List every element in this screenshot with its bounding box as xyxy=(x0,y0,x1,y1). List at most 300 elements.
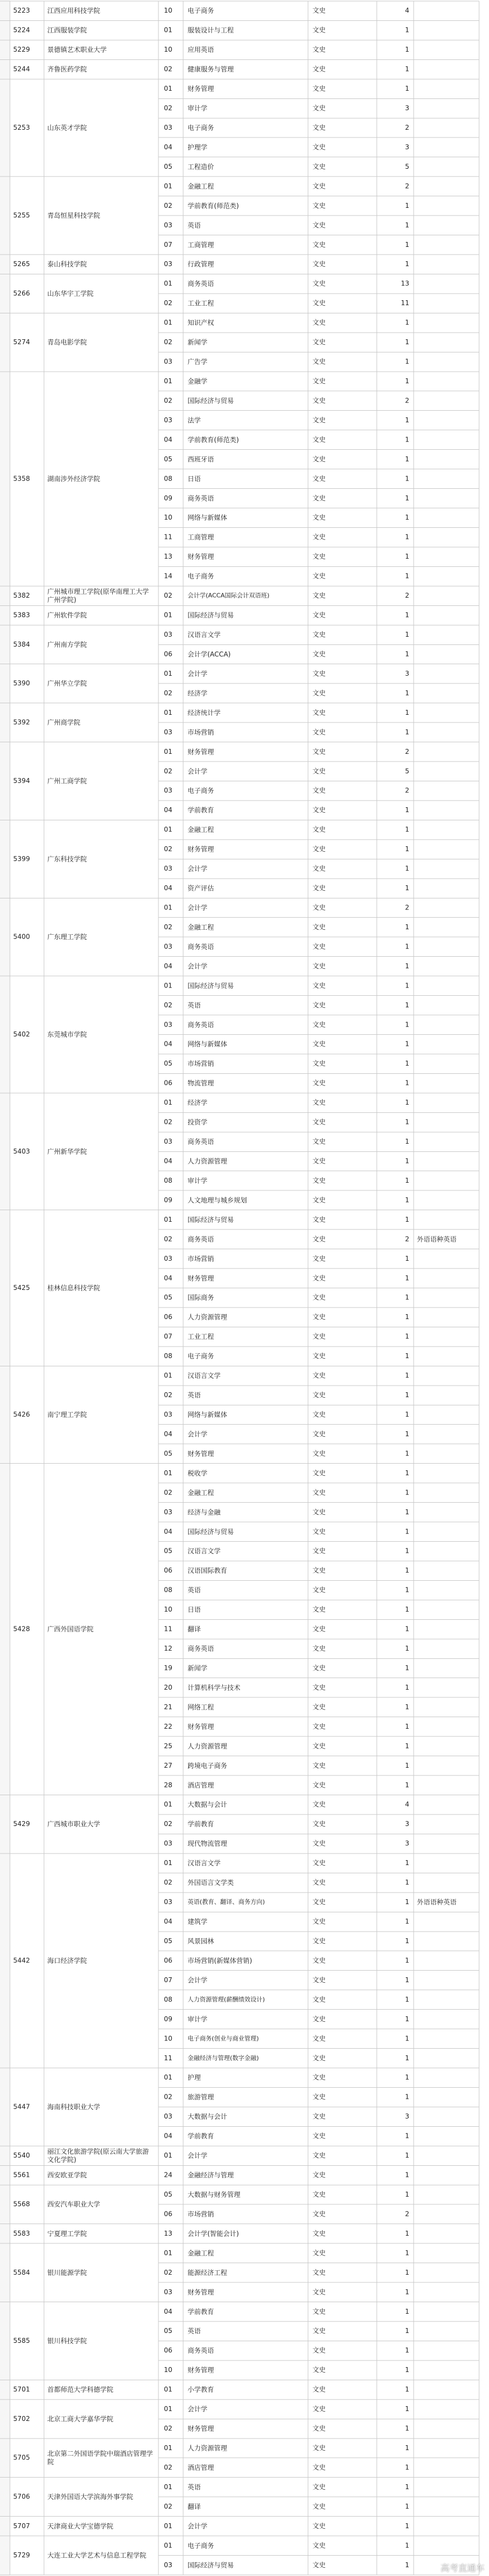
school-code: 5223 xyxy=(13,7,30,15)
row-plan-count: 1 xyxy=(405,318,409,327)
row-major-name: 学前教育 xyxy=(188,806,215,814)
school-name: 宁夏理工学院 xyxy=(47,2229,87,2237)
row-major-name: 商务英语 xyxy=(188,1138,215,1146)
row-major-code: 08 xyxy=(164,1352,173,1360)
row-subject-type: 文史 xyxy=(312,2073,326,2082)
row-major-name: 电子商务 xyxy=(188,786,215,795)
row-plan-count: 1 xyxy=(405,201,409,209)
school-name: 南宁理工学院 xyxy=(47,1410,87,1419)
row-subject-type: 文史 xyxy=(312,1508,326,1516)
row-subject-type: 文史 xyxy=(312,1995,326,2004)
row-plan-count: 1 xyxy=(405,2249,409,2257)
row-subject-type: 文史 xyxy=(312,2093,326,2101)
row-major-name: 知识产权 xyxy=(188,318,215,327)
row-major-code: 04 xyxy=(164,962,173,970)
school-name: 山东英才学院 xyxy=(47,124,87,132)
row-major-code: 01 xyxy=(164,2152,173,2160)
row-plan-count: 1 xyxy=(405,2561,409,2569)
row-subject-type: 文史 xyxy=(312,1235,326,1243)
row-plan-count: 1 xyxy=(405,728,409,736)
row-subject-type: 文史 xyxy=(312,1586,326,1594)
school-name: 天津商业大学宝德学院 xyxy=(47,2522,114,2530)
row-major-name: 市场营销 xyxy=(188,728,215,736)
row-major-name: 会计学 xyxy=(188,903,208,912)
row-plan-count: 2 xyxy=(405,786,409,795)
row-subject-type: 文史 xyxy=(312,1215,326,1223)
row-plan-count: 1 xyxy=(405,494,409,502)
school-code: 5428 xyxy=(13,1625,30,1633)
row-plan-count: 1 xyxy=(405,221,409,229)
row-plan-count: 1 xyxy=(405,1352,409,1360)
row-major-name: 学前教育(师范类) xyxy=(188,435,239,444)
row-plan-count: 1 xyxy=(405,1118,409,1126)
row-plan-count: 1 xyxy=(405,2327,409,2335)
row-major-code: 10 xyxy=(164,2034,173,2043)
row-major-code: 08 xyxy=(164,1995,173,2004)
row-major-name: 物流管理 xyxy=(188,1079,215,1087)
row-remark: 外语语种英语 xyxy=(417,1235,457,1243)
row-major-name: 广告学 xyxy=(188,357,208,366)
row-major-code: 12 xyxy=(164,1645,173,1653)
row-plan-count: 1 xyxy=(405,416,409,424)
row-major-name: 电子商务 xyxy=(188,1352,215,1360)
row-subject-type: 文史 xyxy=(312,2327,326,2335)
school-name: 天津外国语大学滨海外事学院 xyxy=(47,2492,134,2501)
row-major-name: 商务英语 xyxy=(188,1645,215,1653)
row-plan-count: 1 xyxy=(405,631,409,639)
row-plan-count: 1 xyxy=(405,357,409,366)
row-major-code: 04 xyxy=(164,884,173,892)
row-major-name: 英语 xyxy=(188,1001,201,1009)
row-major-code: 10 xyxy=(164,1606,173,1614)
row-plan-count: 1 xyxy=(405,2132,409,2140)
row-major-name: 新闻学 xyxy=(188,1664,208,1672)
row-subject-type: 文史 xyxy=(312,1449,326,1458)
row-major-code: 04 xyxy=(164,435,173,444)
row-plan-count: 2 xyxy=(405,1235,409,1243)
row-subject-type: 文史 xyxy=(312,1371,326,1380)
row-plan-count: 1 xyxy=(405,825,409,834)
row-plan-count: 1 xyxy=(405,611,409,619)
row-subject-type: 文史 xyxy=(312,1625,326,1633)
row-subject-type: 文史 xyxy=(312,494,326,502)
row-major-code: 06 xyxy=(164,1956,173,1965)
row-subject-type: 文史 xyxy=(312,1313,326,1321)
row-major-name: 工业工程 xyxy=(188,1332,215,1341)
row-major-name: 审计学 xyxy=(188,104,208,112)
row-plan-count: 1 xyxy=(405,1859,409,1867)
row-major-code: 04 xyxy=(164,2307,173,2315)
school-name: 广州软件学院 xyxy=(47,611,87,619)
row-subject-type: 文史 xyxy=(312,26,326,34)
row-subject-type: 文史 xyxy=(312,689,326,697)
row-major-name: 经济统计学 xyxy=(188,708,221,716)
row-major-name: 会计学(ACCA国际会计双语班) xyxy=(188,592,270,599)
watermark-logo: 高考直通车 xyxy=(440,2563,485,2573)
row-major-code: 03 xyxy=(164,2112,173,2121)
school-name: 广西城市职业大学 xyxy=(47,1820,101,1828)
row-major-code: 08 xyxy=(164,475,173,483)
row-major-code: 01 xyxy=(164,2443,173,2452)
row-major-code: 05 xyxy=(164,1293,173,1301)
row-major-code: 05 xyxy=(164,1060,173,1068)
row-major-code: 14 xyxy=(164,572,173,580)
row-major-code: 08 xyxy=(164,1586,173,1594)
school-code: 5266 xyxy=(13,289,30,297)
row-plan-count: 1 xyxy=(405,1664,409,1672)
row-plan-count: 1 xyxy=(405,1391,409,1399)
row-major-name: 现代物流管理 xyxy=(188,1839,228,1847)
row-plan-count: 1 xyxy=(405,1449,409,1458)
row-major-name: 英语 xyxy=(188,1391,201,1399)
row-major-code: 22 xyxy=(164,1722,173,1730)
row-subject-type: 文史 xyxy=(312,338,326,346)
row-major-code: 02 xyxy=(164,1391,173,1399)
row-major-code: 03 xyxy=(164,260,173,268)
school-name: 湖南涉外经济学院 xyxy=(47,475,101,483)
row-major-code: 01 xyxy=(164,2249,173,2257)
row-major-name: 金融学 xyxy=(188,377,208,385)
row-subject-type: 文史 xyxy=(312,669,326,677)
row-major-code: 01 xyxy=(164,669,173,677)
row-major-name: 金融经济与管理(数字金融) xyxy=(188,2054,259,2062)
row-subject-type: 文史 xyxy=(312,2210,326,2218)
school-code: 5568 xyxy=(13,2200,30,2208)
row-major-code: 04 xyxy=(164,1430,173,1438)
row-subject-type: 文史 xyxy=(312,611,326,619)
row-subject-type: 文史 xyxy=(312,104,326,112)
school-name: 广州商学院 xyxy=(47,718,81,726)
school-name: 北京第二外国语学院中瑞酒店管理学院 xyxy=(47,2450,153,2466)
row-subject-type: 文史 xyxy=(312,455,326,463)
row-subject-type: 文史 xyxy=(312,201,326,209)
row-major-code: 04 xyxy=(164,1157,173,1165)
row-major-name: 国际经济与贸易 xyxy=(188,1215,234,1223)
row-major-code: 01 xyxy=(164,1800,173,1808)
row-plan-count: 1 xyxy=(405,1176,409,1184)
row-plan-count: 1 xyxy=(405,1099,409,1107)
school-code: 5702 xyxy=(13,2414,30,2423)
row-major-code: 01 xyxy=(164,85,173,93)
row-major-code: 02 xyxy=(164,1001,173,1009)
row-plan-count: 1 xyxy=(405,1683,409,1691)
row-plan-count: 1 xyxy=(405,2307,409,2315)
row-subject-type: 文史 xyxy=(312,923,326,931)
row-major-name: 金融工程 xyxy=(188,923,215,931)
school-name: 西安欧亚学院 xyxy=(47,2171,87,2179)
row-plan-count: 1 xyxy=(405,2522,409,2530)
row-plan-count: 1 xyxy=(405,1917,409,1926)
row-subject-type: 文史 xyxy=(312,143,326,151)
row-major-name: 投资学 xyxy=(188,1118,208,1126)
row-plan-count: 3 xyxy=(405,669,409,677)
row-subject-type: 文史 xyxy=(312,1976,326,1984)
school-name: 广州华立学院 xyxy=(47,679,87,687)
row-major-code: 20 xyxy=(164,1683,173,1691)
row-major-code: 02 xyxy=(164,2424,173,2432)
row-plan-count: 1 xyxy=(405,1761,409,1769)
row-plan-count: 1 xyxy=(405,514,409,522)
row-major-name: 国际商务 xyxy=(188,1293,215,1301)
row-subject-type: 文史 xyxy=(312,2015,326,2023)
row-major-code: 03 xyxy=(164,1138,173,1146)
row-plan-count: 1 xyxy=(405,1040,409,1048)
row-subject-type: 文史 xyxy=(312,1820,326,1828)
school-name: 景德镇艺术职业大学 xyxy=(47,46,107,54)
row-major-name: 会计学 xyxy=(188,1976,208,1984)
row-subject-type: 文史 xyxy=(312,1839,326,1847)
row-major-name: 跨境电子商务 xyxy=(188,1761,228,1769)
row-major-name: 商务英语 xyxy=(188,942,215,951)
row-major-code: 04 xyxy=(164,1274,173,1282)
row-major-code: 02 xyxy=(164,338,173,346)
row-major-name: 小学教育 xyxy=(188,2385,215,2393)
row-subject-type: 文史 xyxy=(312,65,326,73)
row-plan-count: 1 xyxy=(405,1976,409,1984)
school-code: 5561 xyxy=(13,2171,30,2179)
row-major-name: 网络与新媒体 xyxy=(188,1040,228,1048)
row-subject-type: 文史 xyxy=(312,592,326,600)
row-major-code: 03 xyxy=(164,2561,173,2569)
school-code: 5402 xyxy=(13,1030,30,1038)
school-code: 5442 xyxy=(13,1956,30,1965)
row-major-name: 经济学 xyxy=(188,689,208,697)
row-subject-type: 文史 xyxy=(312,1761,326,1769)
school-name: 桂林信息科技学院 xyxy=(47,1284,101,1292)
row-major-code: 06 xyxy=(164,2210,173,2218)
row-subject-type: 文史 xyxy=(312,357,326,366)
row-subject-type: 文史 xyxy=(312,2443,326,2452)
row-major-name: 税收学 xyxy=(188,1469,208,1477)
row-plan-count: 1 xyxy=(405,1781,409,1789)
row-subject-type: 文史 xyxy=(312,1742,326,1750)
left-margin-band xyxy=(0,0,10,2576)
row-major-code: 03 xyxy=(164,631,173,639)
row-plan-count: 1 xyxy=(405,2346,409,2354)
row-plan-count: 1 xyxy=(405,1508,409,1516)
row-major-name: 市场营销 xyxy=(188,2210,215,2218)
school-name: 青岛电影学院 xyxy=(47,338,87,346)
row-subject-type: 文史 xyxy=(312,1040,326,1048)
row-major-code: 01 xyxy=(164,279,173,288)
row-plan-count: 1 xyxy=(405,65,409,73)
row-plan-count: 1 xyxy=(405,689,409,697)
row-subject-type: 文史 xyxy=(312,2385,326,2393)
row-subject-type: 文史 xyxy=(312,1099,326,1107)
school-name: 山东华宇工学院 xyxy=(47,289,94,297)
row-major-name: 汉语言文学 xyxy=(188,1371,221,1380)
school-name: 海南科技职业大学 xyxy=(47,2103,101,2111)
row-subject-type: 文史 xyxy=(312,475,326,483)
row-major-code: 10 xyxy=(164,514,173,522)
school-name: 海口经济学院 xyxy=(47,1956,87,1965)
row-plan-count: 1 xyxy=(405,1060,409,1068)
school-name: 首都师范大学科德学院 xyxy=(47,2385,114,2393)
row-subject-type: 文史 xyxy=(312,2171,326,2179)
row-major-code: 04 xyxy=(164,1917,173,1926)
row-subject-type: 文史 xyxy=(312,2268,326,2276)
row-major-code: 02 xyxy=(164,1820,173,1828)
row-major-name: 会计学 xyxy=(188,2405,208,2413)
row-major-name: 学前教育 xyxy=(188,2307,215,2315)
row-plan-count: 1 xyxy=(405,981,409,990)
row-major-code: 03 xyxy=(164,1898,173,1906)
row-plan-count: 1 xyxy=(405,2541,409,2550)
row-major-code: 05 xyxy=(164,2327,173,2335)
row-major-name: 网络与新媒体 xyxy=(188,514,228,522)
school-name: 广州城市理工学院(原华南理工大学广州学院) xyxy=(47,587,149,604)
row-major-code: 02 xyxy=(164,845,173,853)
row-major-code: 05 xyxy=(164,1449,173,1458)
row-plan-count: 1 xyxy=(405,85,409,93)
row-plan-count: 1 xyxy=(405,2229,409,2237)
school-code: 5224 xyxy=(13,26,30,34)
school-name: 银川能源学院 xyxy=(47,2268,87,2276)
row-plan-count: 1 xyxy=(405,553,409,561)
row-plan-count: 1 xyxy=(405,2502,409,2511)
row-major-name: 大数据与会计 xyxy=(188,1800,228,1808)
row-major-name: 西班牙语 xyxy=(188,455,215,463)
row-major-name: 大数据与会计 xyxy=(188,2112,228,2121)
row-plan-count: 1 xyxy=(405,2288,409,2296)
row-plan-count: 2 xyxy=(405,903,409,912)
row-plan-count: 2 xyxy=(405,592,409,600)
row-major-code: 28 xyxy=(164,1781,173,1789)
row-plan-count: 1 xyxy=(405,1469,409,1477)
row-major-code: 02 xyxy=(164,767,173,775)
row-major-name: 人力资源管理 xyxy=(188,1742,228,1750)
row-major-name: 会计学 xyxy=(188,864,208,873)
row-plan-count: 1 xyxy=(405,1001,409,1009)
school-name: 北京工商大学嘉华学院 xyxy=(47,2414,114,2423)
school-name: 大连工业大学艺术与信息工程学院 xyxy=(47,2551,147,2560)
row-plan-count: 1 xyxy=(405,1157,409,1165)
row-subject-type: 文史 xyxy=(312,1917,326,1926)
school-code: 5244 xyxy=(13,65,30,73)
school-name: 江西应用科技学院 xyxy=(47,7,101,15)
row-subject-type: 文史 xyxy=(312,728,326,736)
school-code: 5403 xyxy=(13,1147,30,1155)
row-plan-count: 1 xyxy=(405,1722,409,1730)
row-major-code: 02 xyxy=(164,396,173,405)
row-major-code: 02 xyxy=(164,201,173,209)
row-major-name: 商务英语 xyxy=(188,494,215,502)
row-major-name: 风景园林 xyxy=(188,1937,215,1945)
row-major-name: 汉语国际教育 xyxy=(188,1566,228,1575)
row-plan-count: 1 xyxy=(405,864,409,873)
row-plan-count: 1 xyxy=(405,475,409,483)
row-major-name: 人力资源管理 xyxy=(188,1157,228,1165)
school-name: 丽江文化旅游学院(原云南大学旅游文化学院) xyxy=(47,2147,149,2164)
row-major-code: 03 xyxy=(164,2288,173,2296)
row-major-code: 13 xyxy=(164,2229,173,2237)
row-major-name: 学前教育 xyxy=(188,2132,215,2140)
school-code: 5729 xyxy=(13,2551,30,2560)
row-plan-count: 1 xyxy=(405,1645,409,1653)
row-subject-type: 文史 xyxy=(312,2112,326,2121)
row-subject-type: 文史 xyxy=(312,1859,326,1867)
row-plan-count: 1 xyxy=(405,46,409,54)
row-plan-count: 1 xyxy=(405,338,409,346)
row-major-code: 01 xyxy=(164,377,173,385)
school-code: 5584 xyxy=(13,2268,30,2276)
row-subject-type: 文史 xyxy=(312,553,326,561)
row-subject-type: 文史 xyxy=(312,2152,326,2160)
row-plan-count: 1 xyxy=(405,2190,409,2198)
row-major-name: 金融经济与管理 xyxy=(188,2171,234,2179)
school-code: 5400 xyxy=(13,933,30,941)
row-major-name: 网络工程 xyxy=(188,1703,215,1711)
row-major-name: 审计学 xyxy=(188,1176,208,1184)
row-major-name: 会计学(智能会计) xyxy=(188,2229,239,2237)
row-plan-count: 1 xyxy=(405,2054,409,2062)
row-major-name: 人力资源管理(薪酬绩效设计) xyxy=(188,1995,265,2003)
row-subject-type: 文史 xyxy=(312,962,326,970)
row-major-name: 会计学 xyxy=(188,1430,208,1438)
row-subject-type: 文史 xyxy=(312,1898,326,1906)
row-major-code: 01 xyxy=(164,1859,173,1867)
row-plan-count: 1 xyxy=(405,1332,409,1341)
row-plan-count: 3 xyxy=(405,143,409,151)
row-plan-count: 1 xyxy=(405,1898,409,1906)
row-major-code: 03 xyxy=(164,1410,173,1419)
row-major-code: 03 xyxy=(164,357,173,366)
row-subject-type: 文史 xyxy=(312,2561,326,2569)
row-major-name: 国际经济与贸易 xyxy=(188,611,234,619)
row-major-code: 21 xyxy=(164,1703,173,1711)
row-major-code: 01 xyxy=(164,2541,173,2550)
row-major-name: 英语 xyxy=(188,2327,201,2335)
row-subject-type: 文史 xyxy=(312,1878,326,1887)
row-subject-type: 文史 xyxy=(312,2054,326,2062)
school-code: 5229 xyxy=(13,46,30,54)
row-subject-type: 文史 xyxy=(312,825,326,834)
school-name: 江西服装学院 xyxy=(47,26,87,34)
row-plan-count: 1 xyxy=(405,708,409,716)
row-subject-type: 文史 xyxy=(312,377,326,385)
row-subject-type: 文史 xyxy=(312,708,326,716)
row-subject-type: 文史 xyxy=(312,260,326,268)
school-name: 广西外国语学院 xyxy=(47,1625,94,1633)
row-major-code: 03 xyxy=(164,864,173,873)
row-major-code: 11 xyxy=(164,2054,173,2062)
row-plan-count: 1 xyxy=(405,26,409,34)
row-major-name: 英语(教育、翻译、商务方向) xyxy=(188,1898,265,1906)
row-major-code: 06 xyxy=(164,650,173,658)
row-major-code: 02 xyxy=(164,2502,173,2511)
row-subject-type: 文史 xyxy=(312,240,326,249)
row-major-name: 国际经济与贸易 xyxy=(188,981,234,990)
row-major-code: 03 xyxy=(164,1021,173,1029)
row-subject-type: 文史 xyxy=(312,1001,326,1009)
school-name: 广州南方学院 xyxy=(47,640,87,648)
row-plan-count: 1 xyxy=(405,1566,409,1575)
row-major-name: 金融工程 xyxy=(188,2249,215,2257)
row-major-name: 应用英语 xyxy=(188,46,215,54)
school-name: 西安汽车职业大学 xyxy=(47,2200,101,2208)
row-major-code: 05 xyxy=(164,162,173,170)
row-major-code: 05 xyxy=(164,1547,173,1555)
row-subject-type: 文史 xyxy=(312,1469,326,1477)
row-plan-count: 1 xyxy=(405,1956,409,1965)
row-plan-count: 1 xyxy=(405,1215,409,1223)
row-major-code: 01 xyxy=(164,708,173,716)
row-major-code: 08 xyxy=(164,1176,173,1184)
school-name: 银川科技学院 xyxy=(47,2336,87,2345)
row-subject-type: 文史 xyxy=(312,650,326,658)
row-major-name: 财务管理 xyxy=(188,845,215,853)
row-major-name: 国际经济与贸易 xyxy=(188,2561,234,2569)
